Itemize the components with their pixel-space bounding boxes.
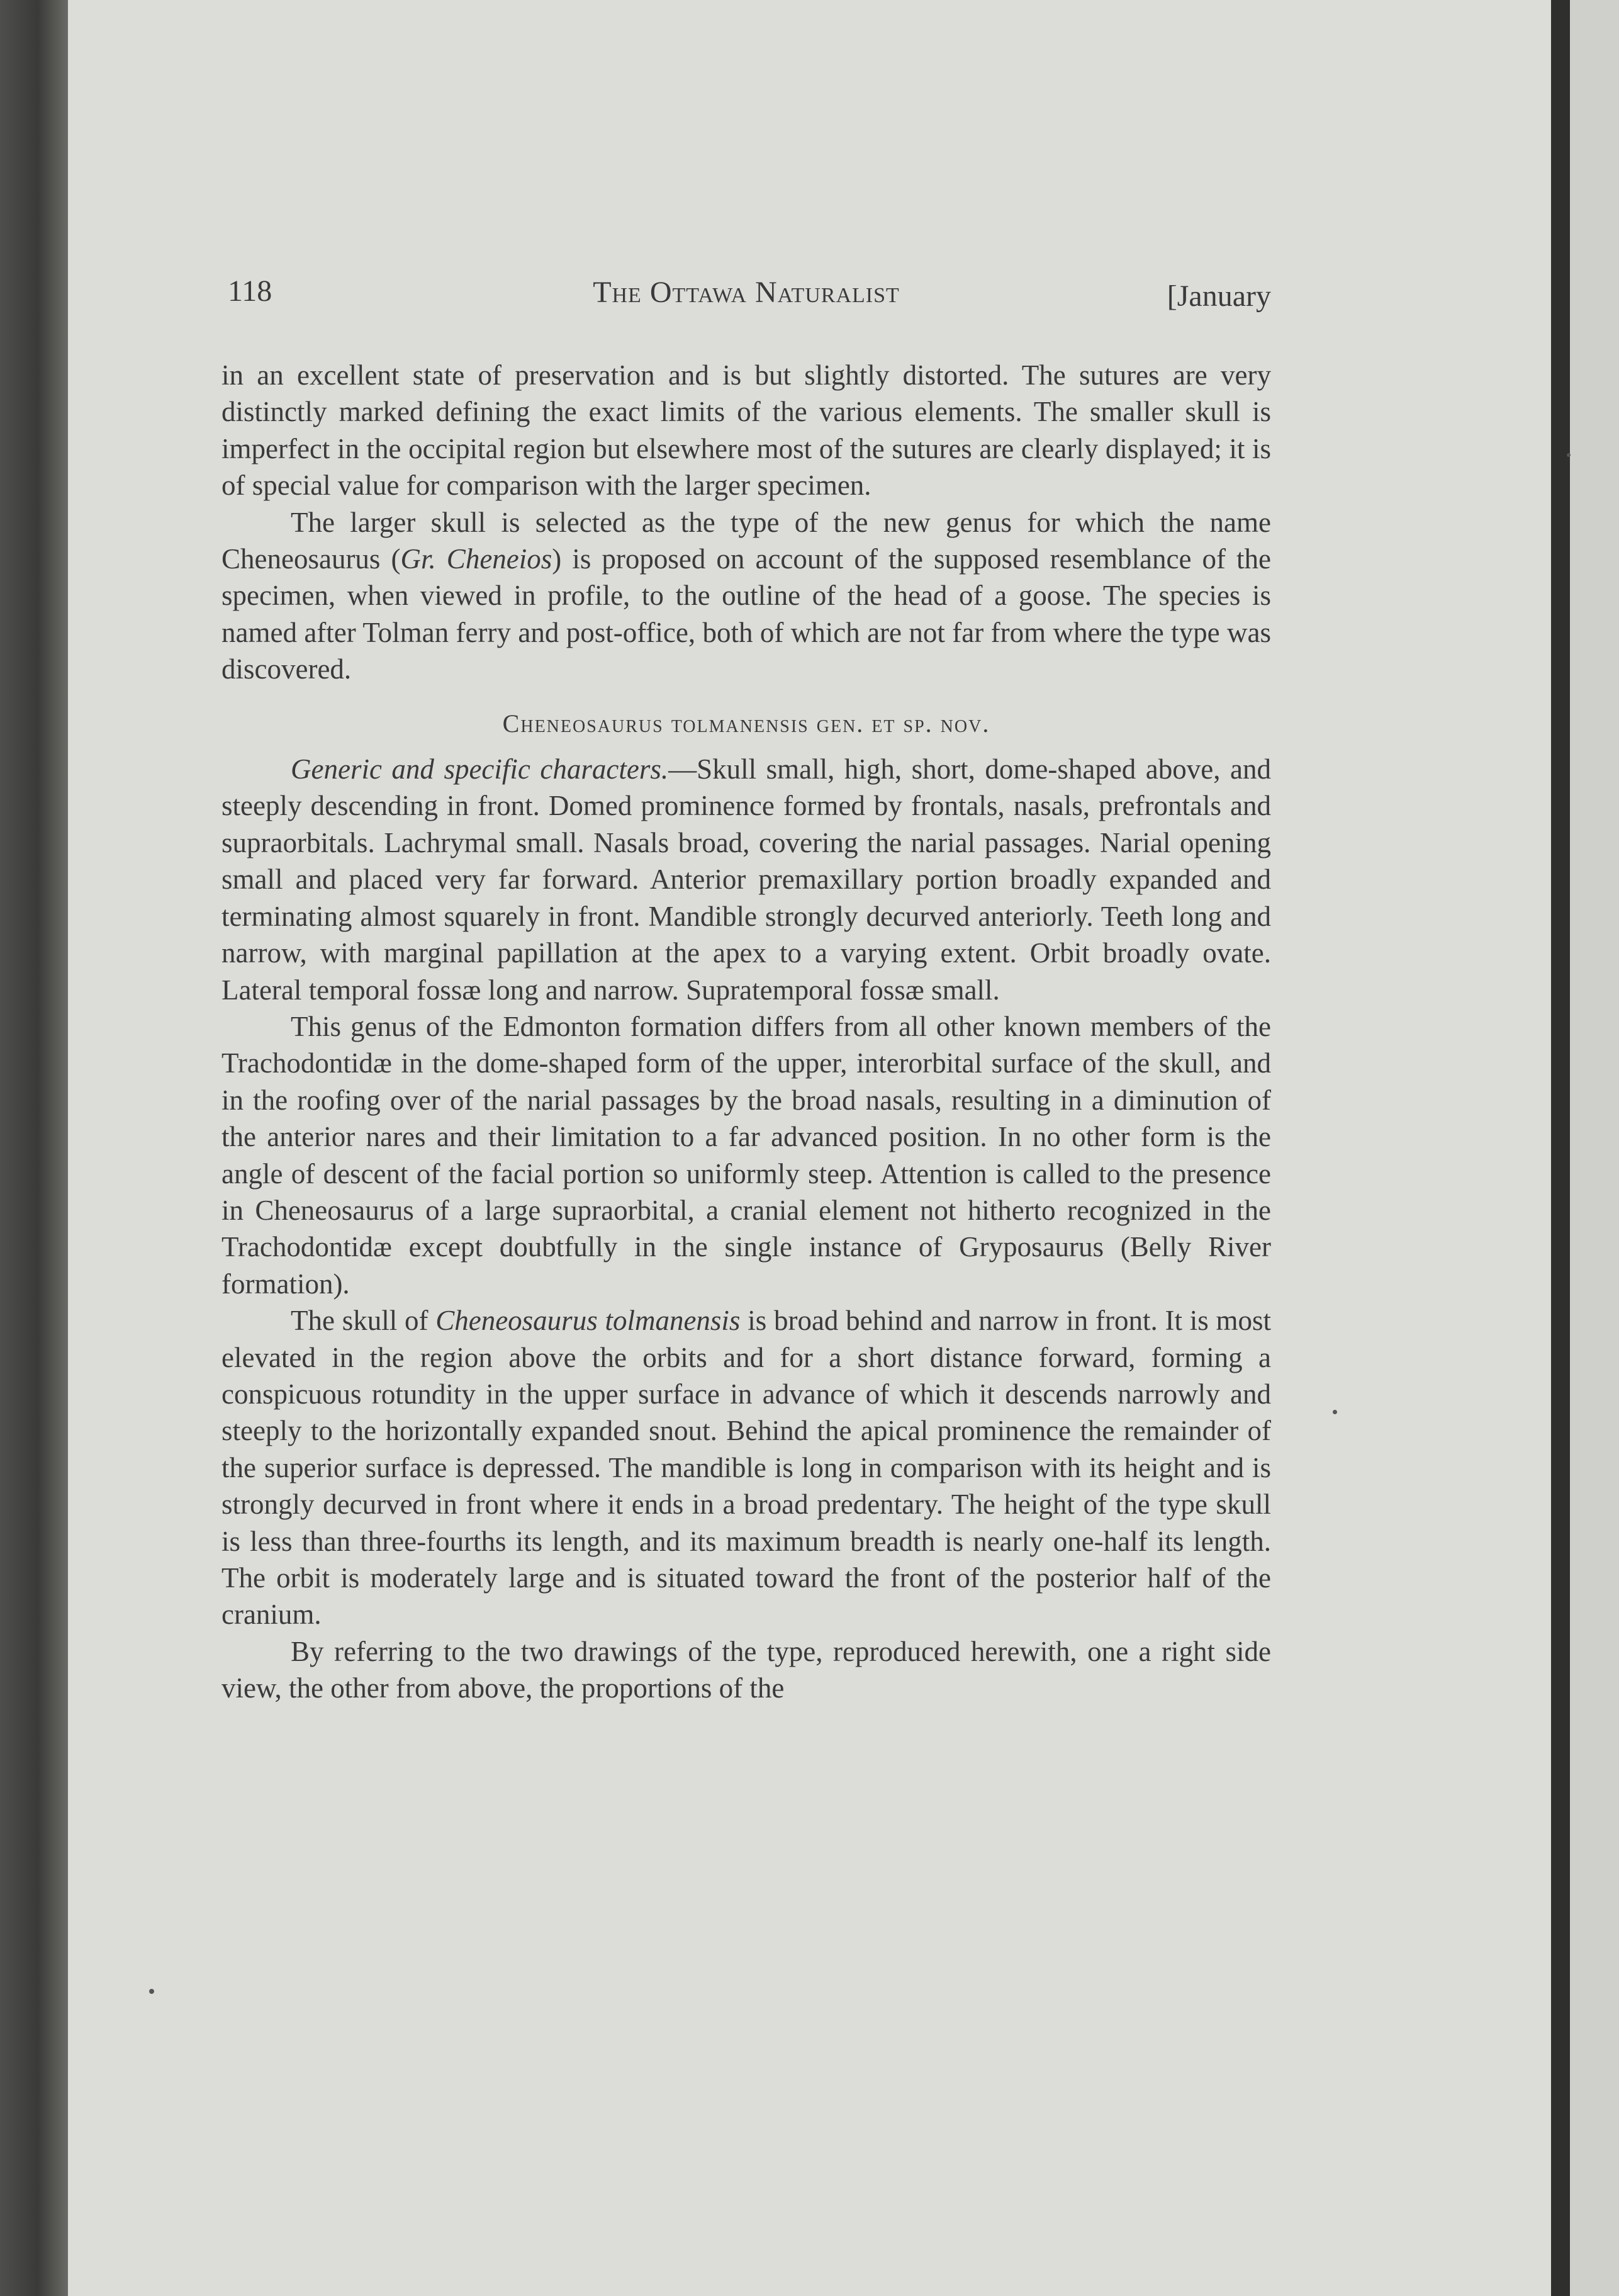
article-body (221, 357, 1271, 1707)
paragraph-text: is broad behind and narrow in front. It is most elevated in the region above the orbits and for a short distance forward, forming a conspicuous rotundity in the upper surface in advance of which it descends narrowly and steeply to the horizontally expanded snout. Behind the apical prominence the remainder of the superior surface is depressed. The mandible is long in comparison with its height and is strongly decurved in front where it ends in a broad predentary. The height of the type skull is less than three-fourths its length, and its maximum breadth is nearly one-half its length. The orbit is moderately large and is situated toward the front of the posterior half of the cranium. (221, 1305, 1272, 1631)
scan-speck (1567, 453, 1571, 457)
scan-speck (1333, 1410, 1337, 1414)
page-number: 118 (228, 274, 272, 308)
running-date: [January (1167, 279, 1271, 313)
paragraph-italic: Gr. Chenеios (400, 543, 552, 575)
paragraph (221, 1633, 1271, 1707)
paragraph-italic: Generic and specific characters. (291, 753, 669, 785)
running-title: The Ottawa Naturalist (593, 276, 900, 309)
paragraph (221, 504, 1271, 688)
paragraph: in an excellent state of preservation and is but slightly distorted. The sutures are very distinctly marked defining the exact limits of the various elements. The smaller skull is imperfect in the occipital region but elsewhere most of the sutures are clearly displayed; it is of special value for comparison with the larger specimen. (221, 359, 1271, 502)
paragraph (221, 1302, 1271, 1633)
running-header (221, 267, 1271, 318)
paragraph-text: ) is proposed on account of the supposed resemblance of the specimen, when viewed in profile, to the outline of the head of a goose. The species is named after Tolman ferry and post-office, both of which are not far from where the type was discovered. (221, 543, 1271, 685)
section-heading: Cheneosaurus tolmanensis gen. et sp. nov. (502, 709, 990, 738)
adjacent-page-edge (1570, 0, 1619, 2296)
paragraph-text: The larger skull is selected as the type of the new genus for which the name Cheneosaurus ( (221, 506, 1271, 575)
paragraph-text: The skull of (291, 1305, 436, 1337)
paragraph-italic: Cheneosaurus tolmanensis (435, 1305, 741, 1337)
book-gutter (1551, 0, 1570, 2296)
paragraph-text: —Skull small, high, short, dome-shaped above, and steeply descending in front. Domed prominence formed by frontals, nasals, prefrontals and supraorbitals. Lachrymal small. Nasals broad, covering the narial passages. Narial opening small and placed very far forward. Anterior premaxillary portion broadly expanded and terminating almost squarely in front. Mandible strongly decurved anteriorly. Teeth long and narrow, with marginal papillation at the apex to a varying extent. Orbit broadly ovate. Lateral temporal fossæ long and narrow. Supratemporal fossæ small. (221, 753, 1271, 1006)
scan-left-edge (0, 0, 68, 2296)
paragraph-text: This genus of the Edmonton formation differs from all other known members of the Trachodontidæ in the dome-shaped form of the upper, interorbital surface of the skull, and in the roofing over of the narial passages by the broad nasals, resulting in a diminution of the anterior nares and their limitation to a far advanced position. In no other form is the angle of descent of the facial portion so uniformly steep. Attention is called to the presence in Cheneosaurus of a large supraorbital, a cranial element not hitherto recognized in the Trachodontidæ except doubtfully in the single instance of Gryposaurus (Belly River formation). (221, 1010, 1271, 1300)
paragraph (221, 1008, 1271, 1302)
page-content (221, 267, 1271, 1707)
paragraph (221, 751, 1271, 1008)
paragraph-text: By referring to the two drawings of the type, reproduced herewith, one a right side view, the other from above, the proportions of the (221, 1635, 1271, 1704)
scan-speck (149, 1989, 154, 1994)
